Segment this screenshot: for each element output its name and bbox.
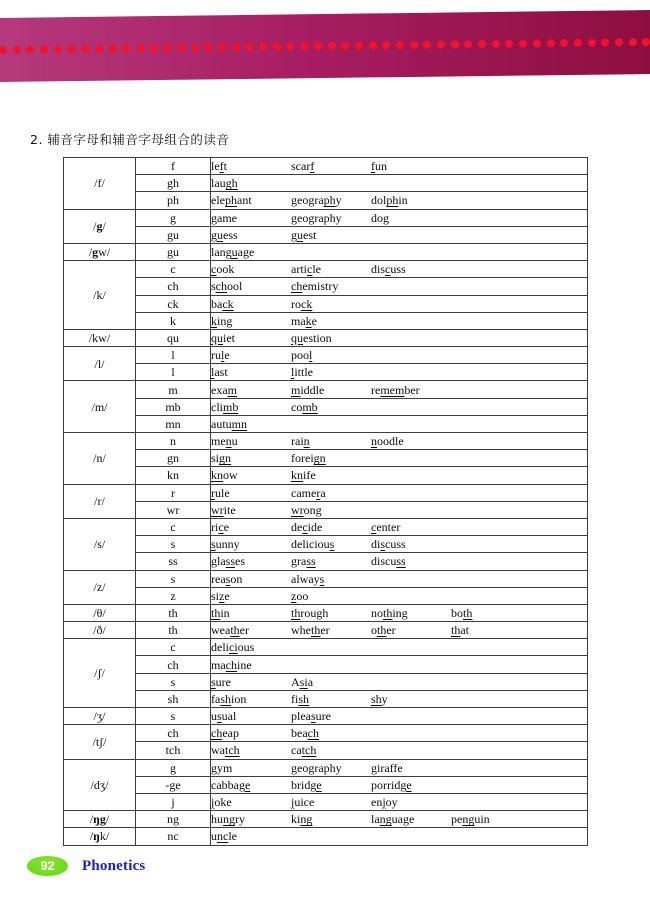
example-words-cell — [211, 518, 588, 535]
band-dot — [410, 41, 418, 49]
example-words-cell — [211, 690, 588, 707]
band-dot — [533, 39, 541, 47]
example-word: both — [451, 605, 473, 620]
letter-combination-cell: g — [136, 209, 211, 226]
band-dot — [464, 40, 472, 48]
example-words-cell — [211, 742, 588, 759]
letter-combination-cell: z — [136, 587, 211, 604]
band-dot — [314, 42, 322, 50]
example-word: comb — [291, 399, 318, 414]
phonetic-symbol-cell: /gw/ — [64, 243, 136, 260]
phonetic-symbol-cell: /ʃ/ — [64, 639, 136, 708]
letter-combination-cell: th — [136, 622, 211, 639]
example-words-cell — [211, 587, 588, 604]
example-word: fashion — [211, 691, 247, 706]
band-dot — [560, 39, 568, 47]
letter-combination-cell: tch — [136, 742, 211, 759]
example-words-cell — [211, 673, 588, 690]
example-word: hungry — [211, 812, 245, 827]
example-word: beach — [291, 726, 319, 741]
table-row — [64, 467, 588, 484]
example-word: fish — [291, 691, 310, 706]
band-dot — [40, 45, 48, 53]
example-word: pleasure — [291, 709, 331, 724]
band-dot — [382, 41, 390, 49]
example-words-cell — [211, 811, 588, 828]
phonetic-symbol-cell: /r/ — [64, 484, 136, 518]
letter-combination-cell: ph — [136, 192, 211, 209]
example-words-cell — [211, 278, 588, 295]
example-word: laugh — [211, 176, 238, 191]
table-row — [64, 278, 588, 295]
example-word: watch — [211, 743, 240, 758]
example-word: autumn — [211, 416, 248, 431]
band-dot — [191, 44, 199, 52]
example-word: decide — [291, 520, 323, 535]
phonetic-symbol-cell: /k/ — [64, 261, 136, 330]
letter-combination-cell: s — [136, 673, 211, 690]
table-row — [64, 192, 588, 209]
example-word: rule — [211, 348, 230, 363]
example-word: geography — [291, 193, 342, 208]
table-row — [64, 501, 588, 518]
table-row — [64, 295, 588, 312]
example-words-cell — [211, 536, 588, 553]
example-word: porridge — [371, 777, 412, 792]
band-dot — [54, 45, 62, 53]
example-word: question — [291, 330, 332, 345]
example-word: glasses — [211, 554, 246, 569]
band-dot — [286, 42, 294, 50]
example-word: discuss — [371, 554, 406, 569]
letter-combination-cell: gu — [136, 243, 211, 260]
example-word: whether — [291, 623, 330, 638]
band-dot — [218, 43, 226, 51]
example-word: pool — [291, 348, 313, 363]
letter-combination-cell: th — [136, 604, 211, 621]
band-dot — [163, 44, 171, 52]
example-words-cell — [211, 329, 588, 346]
letter-combination-cell: l — [136, 364, 211, 381]
example-words-cell — [211, 828, 588, 845]
table-row — [64, 776, 588, 793]
letter-combination-cell: ss — [136, 553, 211, 570]
example-word: knife — [291, 468, 316, 483]
table-row — [64, 518, 588, 535]
band-dot — [492, 40, 500, 48]
letter-combination-cell: j — [136, 793, 211, 810]
example-word: always — [291, 571, 325, 586]
letter-combination-cell: qu — [136, 329, 211, 346]
example-words-cell — [211, 415, 588, 432]
band-dot — [629, 38, 637, 46]
letter-combination-cell: ch — [136, 278, 211, 295]
example-word: guess — [211, 227, 238, 242]
phonetic-symbol-cell: /m/ — [64, 381, 136, 433]
letter-combination-cell: c — [136, 261, 211, 278]
letter-combination-cell: -ge — [136, 776, 211, 793]
example-word: chemistry — [291, 279, 339, 294]
example-word: elephant — [211, 193, 252, 208]
example-word: Asia — [291, 674, 314, 689]
example-words-cell — [211, 312, 588, 329]
example-word: little — [291, 365, 314, 380]
table-row — [64, 536, 588, 553]
phonetics-table — [63, 157, 588, 846]
table-row — [64, 828, 588, 845]
band-dot — [122, 44, 130, 52]
letter-combination-cell: c — [136, 518, 211, 535]
example-words-cell — [211, 553, 588, 570]
letter-combination-cell: f — [136, 158, 211, 175]
table-row — [64, 484, 588, 501]
example-word: reason — [211, 571, 243, 586]
table-row — [64, 811, 588, 828]
example-word: king — [211, 313, 233, 328]
example-word: camera — [291, 485, 326, 500]
table-row — [64, 587, 588, 604]
example-word: cheap — [211, 726, 239, 741]
phonetic-symbol-cell: /ŋk/ — [64, 828, 136, 845]
table-row — [64, 312, 588, 329]
letter-combination-cell: g — [136, 759, 211, 776]
example-word: remember — [371, 382, 420, 397]
example-words-cell — [211, 622, 588, 639]
letter-combination-cell: sh — [136, 690, 211, 707]
page-footer — [27, 856, 145, 876]
footer-chapter-label: Phonetics — [82, 857, 146, 874]
example-word: left — [211, 159, 228, 174]
phonetic-symbol-cell: /s/ — [64, 518, 136, 570]
phonetic-symbol-cell: /g/ — [64, 209, 136, 243]
table-row — [64, 553, 588, 570]
band-dots — [0, 38, 650, 54]
example-word: climb — [211, 399, 239, 414]
phonetic-symbol-cell: /θ/ — [64, 604, 136, 621]
letter-combination-cell: m — [136, 381, 211, 398]
phonetic-symbol-cell: /tʃ/ — [64, 725, 136, 759]
example-words-cell — [211, 467, 588, 484]
example-word: write — [211, 502, 236, 517]
table-row — [64, 347, 588, 364]
header-band — [0, 10, 650, 82]
example-word: cabbage — [211, 777, 251, 792]
band-dot — [505, 40, 513, 48]
band-dot — [204, 43, 212, 51]
letter-combination-cell: ch — [136, 656, 211, 673]
example-word: grass — [291, 554, 316, 569]
example-word: dolphin — [371, 193, 408, 208]
example-words-cell — [211, 501, 588, 518]
table-row — [64, 381, 588, 398]
example-words-cell — [211, 158, 588, 175]
band-dot — [642, 38, 650, 46]
example-word: enjoy — [371, 795, 398, 810]
band-dot — [245, 43, 253, 51]
band-dot — [232, 43, 240, 51]
letter-combination-cell: gh — [136, 175, 211, 192]
example-word: guest — [291, 227, 317, 242]
band-dot — [150, 44, 158, 52]
phonetic-symbol-cell: /z/ — [64, 570, 136, 604]
phonetics-table-body — [64, 158, 588, 846]
example-words-cell — [211, 639, 588, 656]
example-word: language — [211, 245, 255, 260]
table-row — [64, 158, 588, 175]
table-row — [64, 209, 588, 226]
example-word: discuss — [371, 537, 406, 552]
example-words-cell — [211, 484, 588, 501]
table-row — [64, 329, 588, 346]
band-dot — [451, 40, 459, 48]
example-word: game — [211, 210, 237, 225]
example-word: school — [211, 279, 243, 294]
band-dot — [273, 43, 281, 51]
example-words-cell — [211, 398, 588, 415]
phonetic-symbol-cell: /n/ — [64, 433, 136, 485]
band-dot — [478, 40, 486, 48]
band-dot — [574, 39, 582, 47]
example-word: back — [211, 296, 234, 311]
example-word: exam — [211, 382, 237, 397]
example-words-cell — [211, 175, 588, 192]
table-row — [64, 398, 588, 415]
example-words-cell — [211, 192, 588, 209]
band-dot — [587, 39, 595, 47]
example-words-cell — [211, 261, 588, 278]
table-row — [64, 604, 588, 621]
table-row — [64, 243, 588, 260]
phonetic-symbol-cell: /ŋg/ — [64, 811, 136, 828]
letter-combination-cell: nc — [136, 828, 211, 845]
phonetic-symbol-cell: /l/ — [64, 347, 136, 381]
example-word: scarf — [291, 159, 315, 174]
example-words-cell — [211, 604, 588, 621]
band-dot — [136, 44, 144, 52]
example-word: foreign — [291, 451, 326, 466]
phonetic-symbol-cell: /f/ — [64, 158, 136, 210]
letter-combination-cell: mb — [136, 398, 211, 415]
example-word: sure — [211, 674, 231, 689]
example-word: wrong — [291, 502, 322, 517]
band-dot — [341, 42, 349, 50]
example-word: menu — [211, 434, 238, 449]
band-dot — [108, 45, 116, 53]
table-row — [64, 261, 588, 278]
band-dot — [546, 39, 554, 47]
example-word: weather — [211, 623, 249, 638]
example-word: catch — [291, 743, 317, 758]
table-row — [64, 690, 588, 707]
letter-combination-cell: c — [136, 639, 211, 656]
example-word: other — [371, 623, 396, 638]
example-word: geography — [291, 210, 342, 225]
table-row — [64, 742, 588, 759]
example-word: uncle — [211, 829, 237, 844]
example-word: giraffe — [371, 760, 403, 775]
table-row — [64, 175, 588, 192]
letter-combination-cell: gu — [136, 226, 211, 243]
table-row — [64, 415, 588, 432]
page-number-badge — [27, 856, 68, 876]
letter-combination-cell: s — [136, 536, 211, 553]
table-row — [64, 759, 588, 776]
table-row — [64, 793, 588, 810]
example-word: article — [291, 262, 321, 277]
letter-combination-cell: mn — [136, 415, 211, 432]
page-number: 92 — [40, 859, 55, 873]
letter-combination-cell: ch — [136, 725, 211, 742]
letter-combination-cell: wr — [136, 501, 211, 518]
example-word: joke — [211, 795, 232, 810]
letter-combination-cell: s — [136, 708, 211, 725]
example-word: gym — [211, 760, 233, 775]
example-word: geography — [291, 760, 342, 775]
example-word: that — [451, 623, 470, 638]
example-word: size — [211, 588, 230, 603]
band-dot — [396, 41, 404, 49]
example-words-cell — [211, 776, 588, 793]
example-words-cell — [211, 381, 588, 398]
phonetic-symbol-cell: /kw/ — [64, 329, 136, 346]
letter-combination-cell: k — [136, 312, 211, 329]
example-word: noodle — [371, 434, 404, 449]
example-word: last — [211, 365, 228, 380]
example-words-cell — [211, 295, 588, 312]
example-word: king — [291, 812, 313, 827]
band-dot — [26, 46, 34, 54]
example-word: rule — [211, 485, 230, 500]
table-row — [64, 708, 588, 725]
example-words-cell — [211, 793, 588, 810]
table-row — [64, 364, 588, 381]
example-word: usual — [211, 709, 237, 724]
table-row — [64, 725, 588, 742]
band-dot — [327, 42, 335, 50]
example-word: thin — [211, 605, 230, 620]
example-words-cell — [211, 759, 588, 776]
band-dot — [437, 41, 445, 49]
example-word: juice — [291, 795, 315, 810]
example-word: nothing — [371, 605, 408, 620]
band-dot — [519, 40, 527, 48]
example-words-cell — [211, 209, 588, 226]
band-dot — [601, 39, 609, 47]
example-word: shy — [371, 691, 388, 706]
example-words-cell — [211, 708, 588, 725]
example-word: language — [371, 812, 415, 827]
example-words-cell — [211, 243, 588, 260]
letter-combination-cell: kn — [136, 467, 211, 484]
example-word: cook — [211, 262, 235, 277]
example-words-cell — [211, 347, 588, 364]
table-row — [64, 433, 588, 450]
example-words-cell — [211, 226, 588, 243]
letter-combination-cell: ng — [136, 811, 211, 828]
table-row — [64, 450, 588, 467]
example-word: zoo — [291, 588, 309, 603]
phonetic-symbol-cell: /ð/ — [64, 622, 136, 639]
example-word: rock — [291, 296, 313, 311]
band-dot — [0, 46, 7, 54]
table-row — [64, 622, 588, 639]
example-word: through — [291, 605, 329, 620]
example-words-cell — [211, 725, 588, 742]
band-dot — [423, 41, 431, 49]
example-word: fun — [371, 159, 387, 174]
example-word: quiet — [211, 330, 235, 345]
example-word: rain — [291, 434, 310, 449]
example-words-cell — [211, 450, 588, 467]
example-word: middle — [291, 382, 325, 397]
example-word: delicious — [291, 537, 335, 552]
table-row — [64, 673, 588, 690]
band-dot — [67, 45, 75, 53]
letter-combination-cell: l — [136, 347, 211, 364]
example-words-cell — [211, 433, 588, 450]
letter-combination-cell: s — [136, 570, 211, 587]
band-dot — [81, 45, 89, 53]
example-word: bridge — [291, 777, 322, 792]
phonetic-symbol-cell: /ʒ/ — [64, 708, 136, 725]
letter-combination-cell: n — [136, 433, 211, 450]
table-row — [64, 656, 588, 673]
example-word: sign — [211, 451, 232, 466]
band-dot — [300, 42, 308, 50]
example-words-cell — [211, 364, 588, 381]
band-dot — [369, 41, 377, 49]
example-word: center — [371, 520, 401, 535]
example-word: rice — [211, 520, 229, 535]
letter-combination-cell: ck — [136, 295, 211, 312]
band-dot — [177, 44, 185, 52]
table-row — [64, 639, 588, 656]
example-words-cell — [211, 570, 588, 587]
letter-combination-cell: gn — [136, 450, 211, 467]
example-word: delicious — [211, 640, 255, 655]
example-word: machine — [211, 657, 252, 672]
band-dot — [615, 38, 623, 46]
band-dot — [355, 42, 363, 50]
band-dot — [95, 45, 103, 53]
band-dot — [259, 43, 267, 51]
letter-combination-cell: r — [136, 484, 211, 501]
example-word: discuss — [371, 262, 406, 277]
table-row — [64, 226, 588, 243]
phonetic-symbol-cell: /dʒ/ — [64, 759, 136, 811]
example-word: know — [211, 468, 238, 483]
table-row — [64, 570, 588, 587]
band-dot — [13, 46, 21, 54]
example-words-cell — [211, 656, 588, 673]
example-word: penguin — [451, 812, 490, 827]
example-word: sunny — [211, 537, 240, 552]
example-word: make — [291, 313, 317, 328]
section-title: 2. 辅音字母和辅音字母组合的读音 — [30, 132, 230, 147]
example-word: dog — [371, 210, 389, 225]
